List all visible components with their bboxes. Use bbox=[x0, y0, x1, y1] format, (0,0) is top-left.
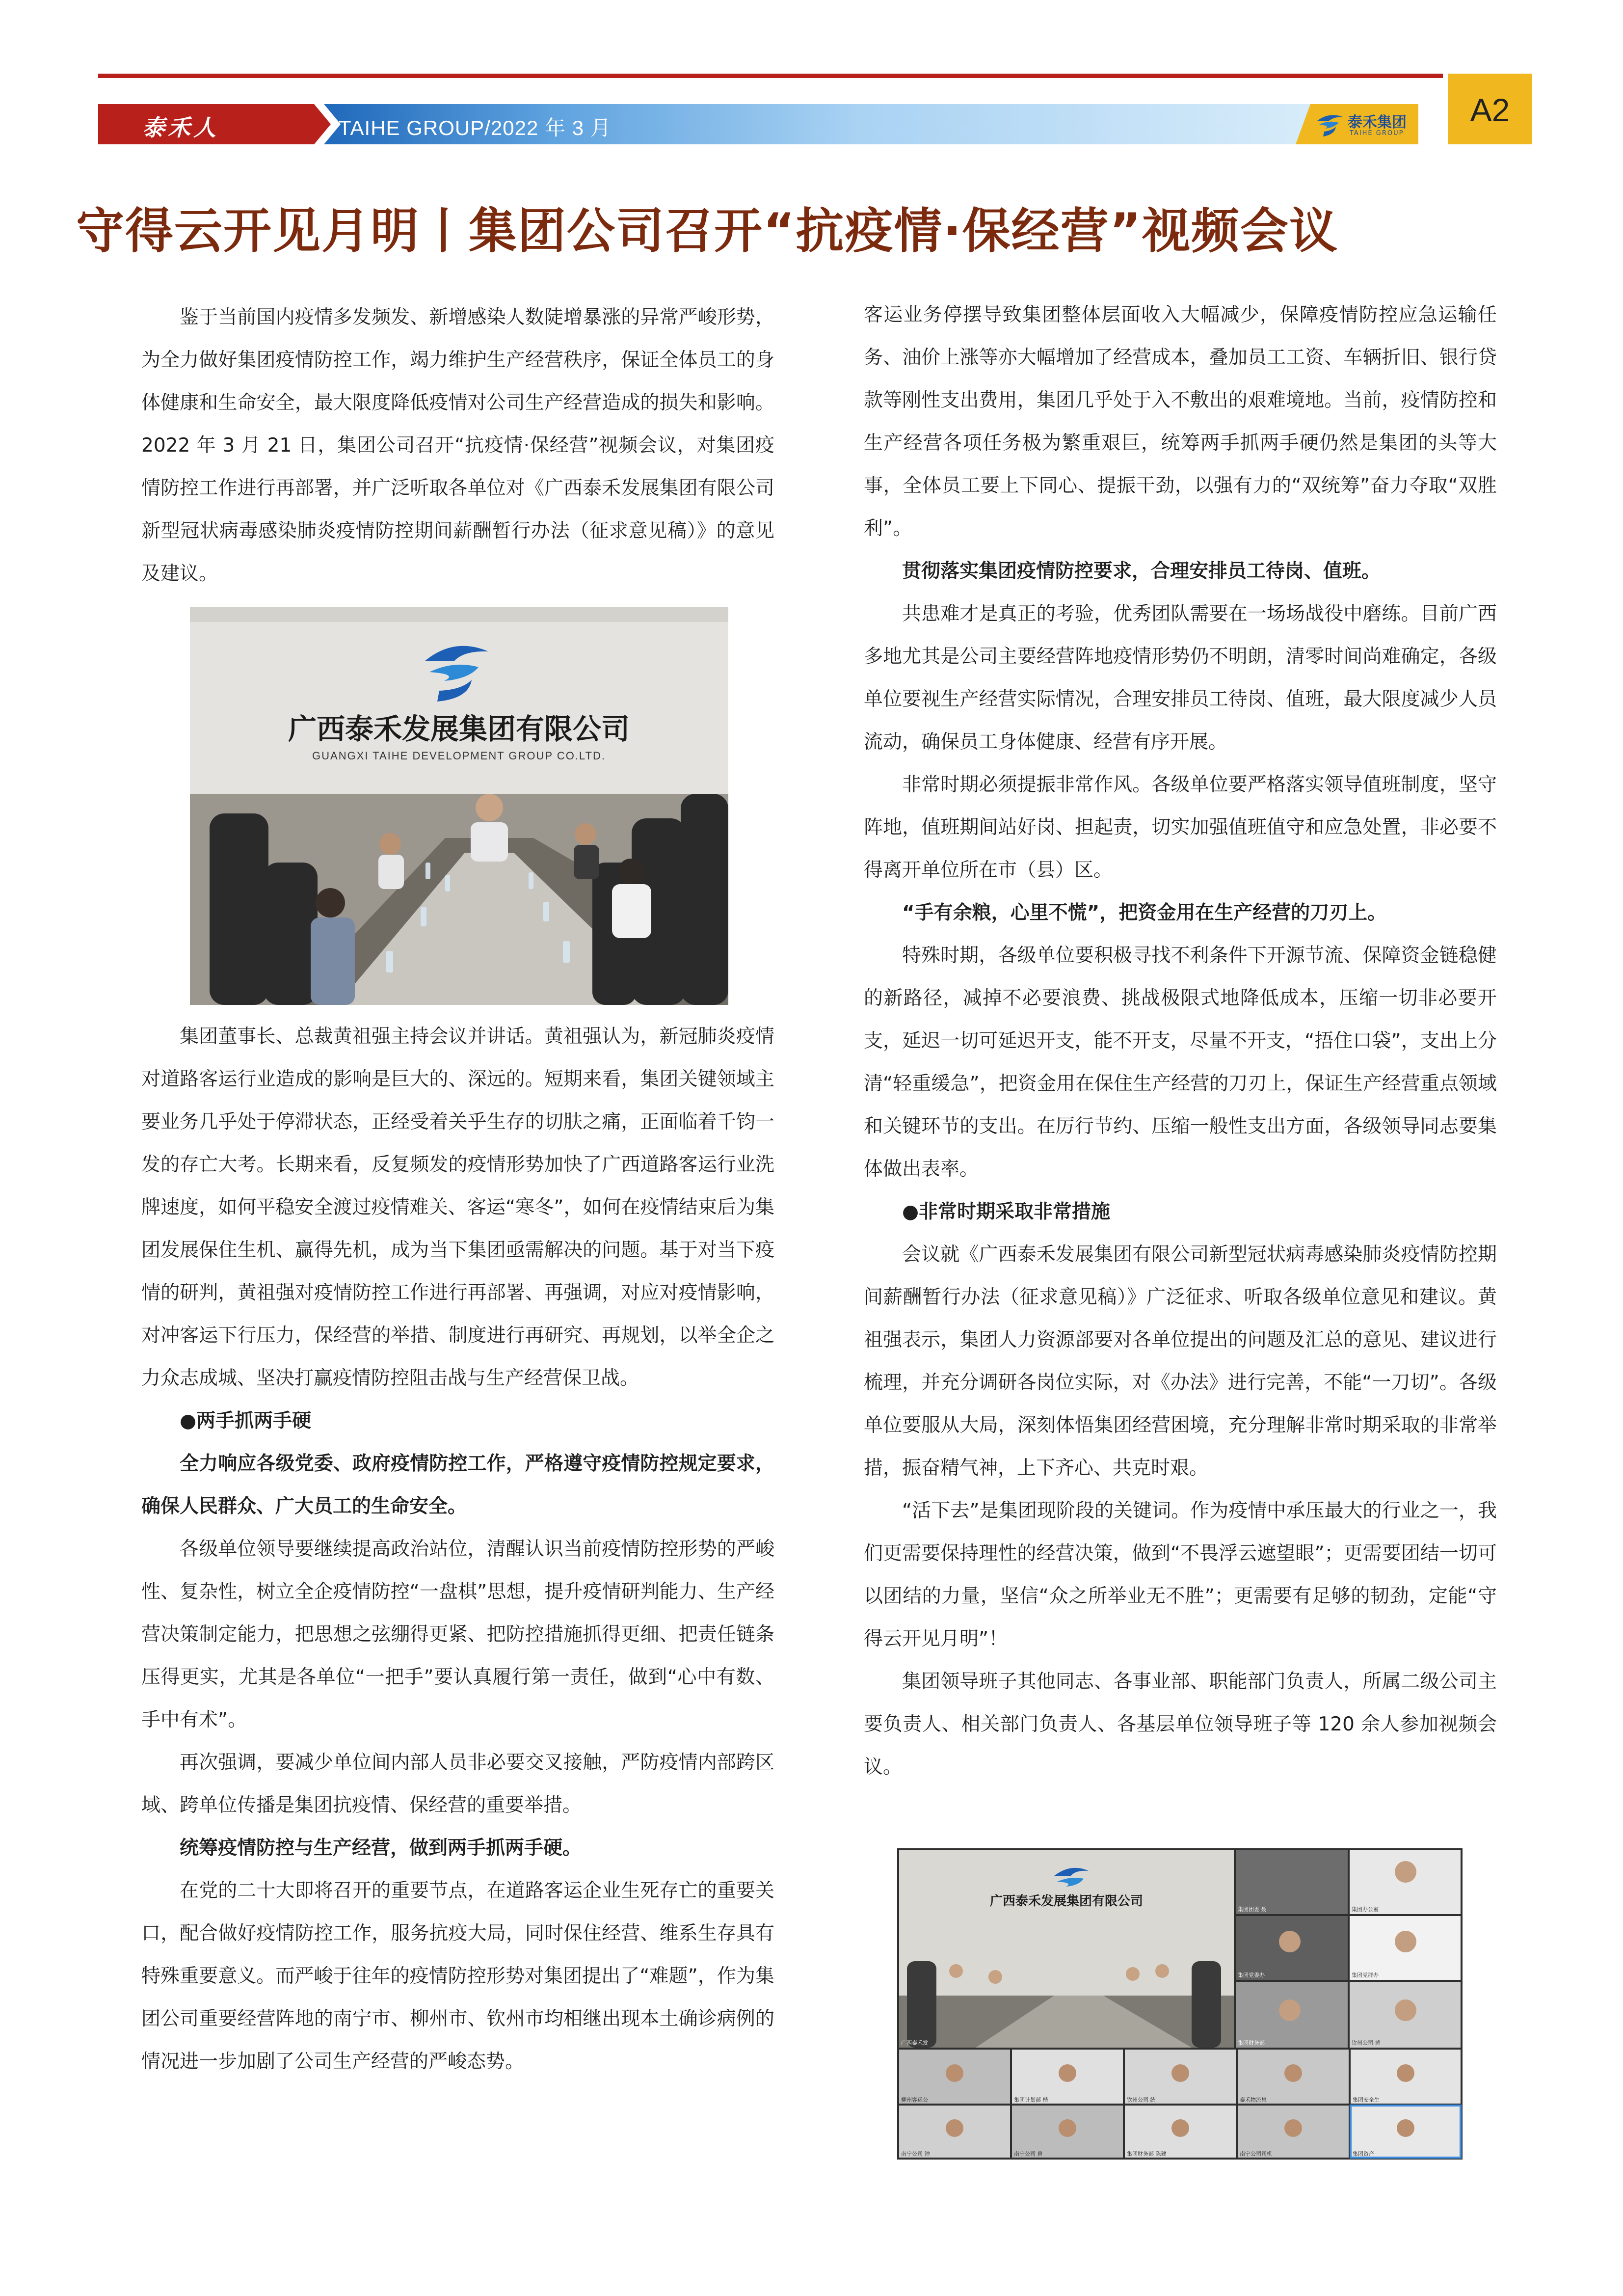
tile-label: 南宁公司司机 bbox=[1240, 2151, 1272, 2157]
tile-label: 柳州客运公 bbox=[901, 2097, 928, 2103]
tile-label: 南宁公司 钟 bbox=[901, 2151, 930, 2157]
photo2-sign-cn: 广西泰禾发展集团有限公司 bbox=[989, 1894, 1144, 1909]
paragraph-party-congress: 在党的二十大即将召开的重要节点，在道路客运企业生死存亡的重要关口，配合做好疫情防控工作，服务抗疫大局，同时保住经营、维系生存具有特殊重要意义。而严峻于往年的疫情防控形势对集团提出了“难题”，作为集团公司重要经营阵地的南宁市、柳州市、钦州市均相继出现本土确诊病例的情况进一步加剧了公司生产经营的严峻态势。 bbox=[141, 1880, 774, 2073]
left-column-intro bbox=[141, 296, 774, 595]
tile-label: 集团财务部 陈建 bbox=[1127, 2151, 1167, 2157]
left-column-body bbox=[141, 1015, 774, 2083]
logo-text-cn: 泰禾集团 bbox=[1348, 114, 1407, 131]
tile-label: 集团安全生 bbox=[1353, 2097, 1380, 2103]
paragraph-chairman-remarks: 集团董事长、总裁黄祖强主持会议并讲话。黄祖强认为，新冠肺炎疫情对道路客运行业造成的影响是巨大的、深远的。短期来看，集团关键领域主要业务几乎处于停滞状态，正经受着关乎生存的切肤之痛，正面临着千钧一发的存亡大考。长期来看，反复频发的疫情形势加快了广西道路客运行业洗牌速度，如何平稳安全渡过疫情难关、客运“寒冬”，如何在疫情结束后为集团发展保住生机、赢得先机，成为当下集团亟需解决的问题。基于对当下疫情的研判，黄祖强对疫情防控工作进行再部署、再强调，对应对疫情影响，对冲客运下行压力，保经营的举措、制度进行再研究、再规划，以举全企之力众志成城、坚决打赢疫情防控阻击战与生产经营保卫战。 bbox=[141, 1026, 774, 1389]
tile-label: 钦州公司 黄 bbox=[1352, 2040, 1381, 2046]
tile-label: 南宁公司 曾 bbox=[1014, 2151, 1043, 2157]
page-number-tag bbox=[1448, 74, 1532, 144]
tile-label: 集团团委 聂 bbox=[1238, 1906, 1267, 1913]
header-band bbox=[98, 104, 1443, 144]
tile-label: 集团党群办 bbox=[1352, 1972, 1379, 1978]
tile-label: 集团党委办 bbox=[1238, 1972, 1265, 1978]
issue-label: TAIHE GROUP/2022 年 3 月 bbox=[339, 116, 612, 139]
paragraph-attendees: 集团领导班子其他同志、各事业部、职能部门负责人，所属二级公司主要负责人、相关部门负责人、各基层单位领导班子等 120 余人参加视频会议。 bbox=[864, 1671, 1497, 1778]
header-chevron bbox=[314, 104, 331, 144]
tile-label: 集团办公室 bbox=[1352, 1906, 1379, 1913]
meeting-room-illustration bbox=[190, 607, 728, 1005]
tile-label: 钦州公司 统 bbox=[1127, 2097, 1156, 2103]
paragraph-continued: 客运业务停摆导致集团整体层面收入大幅减少，保障疫情防控应急运输任务、油价上涨等亦大幅增加了经营成本，叠加员工工资、车辆折旧、银行贷款等刚性支出费用，集团几乎处于入不敷出的艰难境地。当前，疫情防控和生产经营各项任务极为繁重艰巨，统筹两手抓两手硬仍然是集团的头等大事，全体员工要上下同心、提振干劲，以强有力的“双统筹”奋力夺取“双胜利”。 bbox=[864, 304, 1497, 540]
header-red-block bbox=[98, 104, 314, 144]
paragraph-cost-cutting: 特殊时期，各级单位要积极寻找不利条件下开源节流、保障资金链稳健的新路径，减掉不必要浪费、挑战极限式地降低成本，压缩一切非必要开支，延迟一切可延迟开支，能不开支，尽量不开支，“捂住口袋”，支出上分清“轻重缓急”，把资金用在保住生产经营的刀刃上，保证生产经营重点领域和关键环节的支出。在厉行节约、压缩一般性支出方面，各级领导同志要集体做出表率。 bbox=[864, 945, 1497, 1180]
tile-label: 泰禾物流集 bbox=[1240, 2097, 1267, 2103]
tile-label: 集团资产 bbox=[1353, 2151, 1374, 2157]
logo-text-en: TAIHE GROUP bbox=[1350, 130, 1404, 137]
paragraph-team-test: 共患难才是真正的考验，优秀团队需要在一场场战役中磨练。目前广西多地尤其是公司主要经营阵地疫情形势仍不明朗，清零时间尚难确定，各级单位要视生产经营实际情况，合理安排员工待岗、值班，最大限度减少人员流动，确保员工身体健康、经营有序开展。 bbox=[864, 603, 1497, 753]
tile-label: 集团财务部 bbox=[1238, 2040, 1265, 2046]
section-heading-two-hands: ●两手抓两手硬 bbox=[180, 1410, 312, 1432]
paragraph-reduce-contact: 再次强调，要减少单位间内部人员非必要交叉接触，严防疫情内部跨区域、跨单位传播是集团抗疫情、保经营的重要举措。 bbox=[141, 1752, 774, 1816]
taihe-logo-icon bbox=[1314, 110, 1346, 138]
photo1-sign-en: GUANGXI TAIHE DEVELOPMENT GROUP CO.LTD. bbox=[312, 750, 606, 762]
section-heading-special-measures: ●非常时期采取非常措施 bbox=[902, 1201, 1111, 1223]
header-top-rule bbox=[98, 74, 1443, 78]
subheading-epidemic-requirements: 全力响应各级党委、政府疫情防控工作，严格遵守疫情防控规定要求，确保人民群众、广大员工的生命安全。 bbox=[141, 1453, 774, 1517]
presenter-figure bbox=[471, 794, 508, 862]
paragraph-leadership: 各级单位领导要继续提高政治站位，清醒认识当前疫情防控形势的严峻性、复杂性，树立全企疫情防控“一盘棋”思想，提升疫情研判能力、生产经营决策制定能力，把思想之弦绷得更紧、把防控措施抓得更细、把责任链条压得更实，尤其是各单位“一把手”要认真履行第一责任，做到“心中有数、手中有术”。 bbox=[141, 1538, 774, 1731]
intro-paragraph: 鉴于当前国内疫情多发频发、新增感染人数陡增暴涨的异常严峻形势，为全力做好集团疫情防控工作，竭力维护生产经营秩序，保证全体员工的身体健康和生命安全，最大限度降低疫情对公司生产经营造成的损失和影响。2022 年 3 月 21 日，集团公司召开“抗疫情·保经营”视频会议，对集团疫情防控工作进行再部署，并广泛听取各单位对《广西泰禾发展集团有限公司新型冠状病毒感染肺炎疫情防控期间薪酬暂行办法（征求意见稿）》的意见及建议。 bbox=[141, 306, 774, 585]
paragraph-duty-system: 非常时期必须提振非常作风。各级单位要严格落实领导值班制度，坚守阵地，值班期间站好岗、担起责，切实加强值班值守和应急处置，非必要不得离开单位所在市（县）区。 bbox=[864, 774, 1497, 881]
photo1-sign-cn: 广西泰禾发展集团有限公司 bbox=[288, 712, 630, 746]
paragraph-survive: “活下去”是集团现阶段的关键词。作为疫情中承压最大的行业之一，我们更需要保持理性的经营决策，做到“不畏浮云遮望眼”；更需要团结一切可以团结的力量，坚信“众之所举业无不胜”；更需要有足够的韧劲，定能“守得云开见月明”！ bbox=[864, 1500, 1497, 1650]
subheading-staff-arrangement: 贯彻落实集团疫情防控要求，合理安排员工待岗、值班。 bbox=[902, 560, 1381, 582]
right-column bbox=[864, 294, 1497, 1788]
video-conference-screenshot bbox=[897, 1848, 1463, 2160]
paragraph-salary-measures: 会议就《广西泰禾发展集团有限公司新型冠状病毒感染肺炎疫情防控期间薪酬暂行办法（征求意见稿）》广泛征求、听取各级单位意见和建议。黄祖强表示，集团人力资源部要对各单位提出的问题及汇总的意见、建议进行梳理，并充分调研各岗位实际，对《办法》进行完善，不能“一刀切”。各级单位要服从大局，深刻体悟集团经营困境，充分理解非常时期采取的非常举措，振奋精气神，上下齐心、共克时艰。 bbox=[864, 1243, 1497, 1479]
subheading-coordinate: 统筹疫情防控与生产经营，做到两手抓两手硬。 bbox=[180, 1837, 582, 1859]
brand-name: 泰禾人 bbox=[142, 114, 219, 141]
page-number: A2 bbox=[1470, 92, 1510, 128]
subheading-funds: “手有余粮，心里不慌”，把资金用在生产经营的刀刃上。 bbox=[902, 902, 1387, 924]
meeting-room-photo bbox=[190, 607, 728, 1005]
tile-label: 广西泰禾发 bbox=[901, 2040, 928, 2046]
article-title: 守得云开见月明丨集团公司召开“抗疫情·保经营”视频会议 bbox=[76, 203, 1339, 259]
tile-label: 集团计划部 楷 bbox=[1014, 2097, 1048, 2103]
video-grid-illustration bbox=[897, 1848, 1463, 2160]
